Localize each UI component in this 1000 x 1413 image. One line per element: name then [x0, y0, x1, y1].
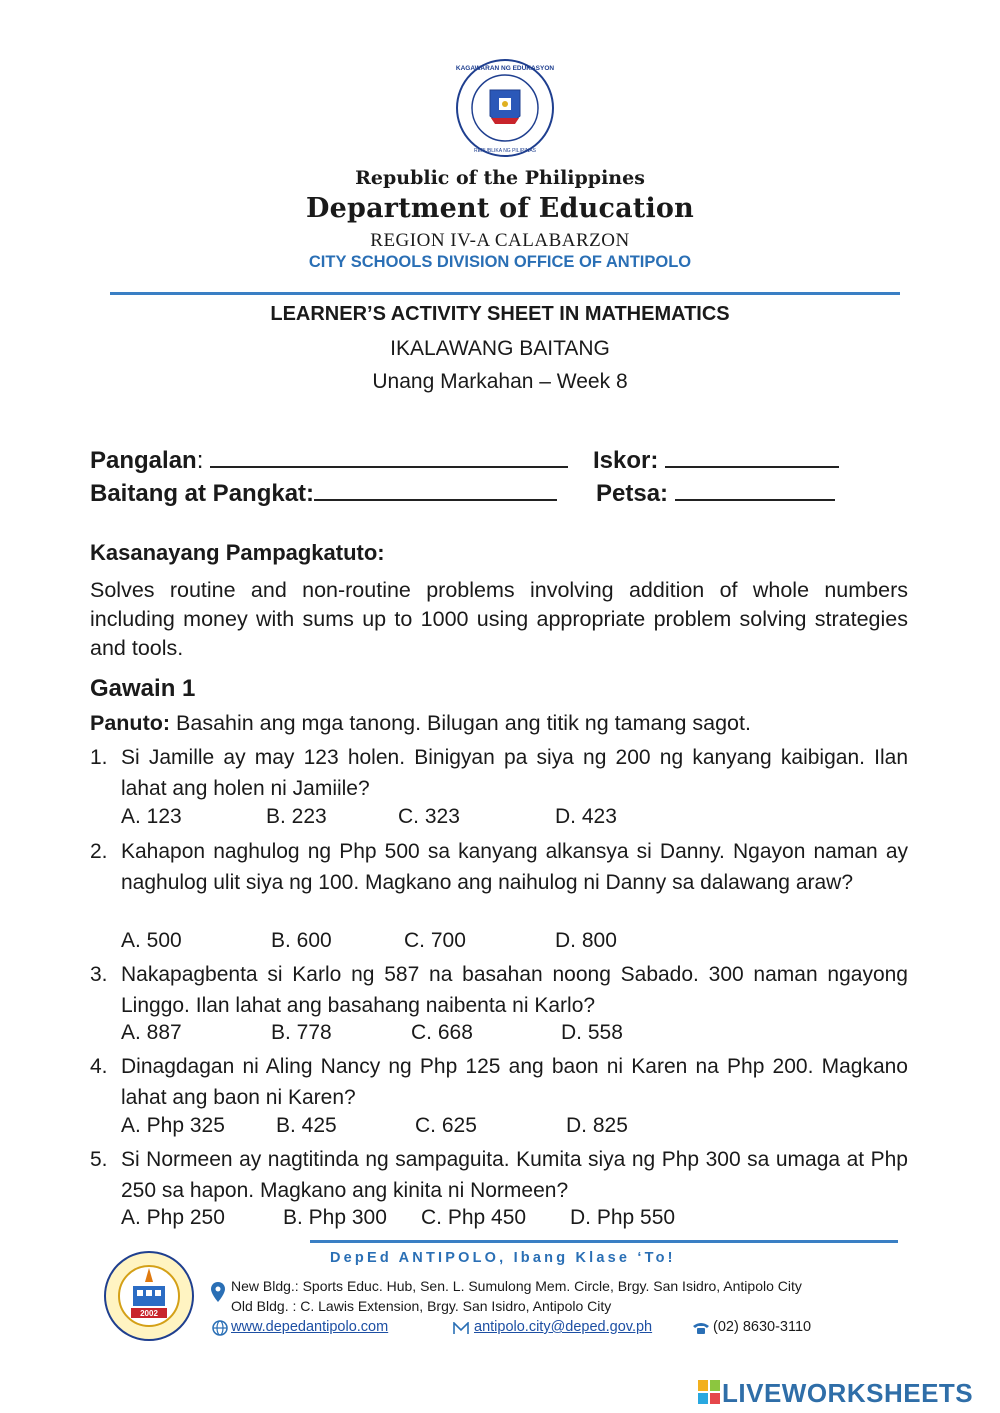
choice-c[interactable]: C. 700: [404, 929, 466, 952]
score-field-row: [593, 446, 839, 475]
directions-text: Basahin ang mga tanong. Bilugan ang titik ng tamang sagot.: [176, 711, 751, 735]
competency-heading: Kasanayang Pampagkatuto:: [90, 540, 385, 565]
liveworksheets-watermark: [696, 1378, 973, 1409]
question-number: 4.: [90, 1055, 108, 1078]
activity-title: Gawain 1: [90, 675, 196, 702]
date-input-line[interactable]: [675, 479, 835, 501]
email-text: antipolo.city@deped.gov.ph: [474, 1319, 653, 1335]
sheet-title: LEARNER’S ACTIVITY SHEET IN MATHEMATICS: [270, 303, 730, 325]
liveworksheets-logo-icon: [698, 1380, 720, 1404]
watermark-text: LIVEWORKSHEETS: [722, 1378, 974, 1408]
question-item: [90, 1144, 908, 1206]
question-text: Si Normeen ay nagtitinda ng sampaguita. Kumita siya ng Php 300 sa umaga at Php 250 sa hapon. Magkano ang kinita ni Normeen?: [121, 1148, 908, 1202]
name-input-line[interactable]: [210, 446, 568, 468]
question-text: Nakapagbenta si Karlo ng 587 na basahan noong Sabado. 300 naman ngayong Linggo. Ilan lahat ang basahang naibenta ni Karlo?: [121, 963, 908, 1017]
choice-c[interactable]: C. 625: [415, 1114, 477, 1137]
choice-a[interactable]: A. Php 250: [121, 1206, 225, 1229]
address-old-building: Old Bldg. : C. Lawis Extension, Brgy. San Isidro, Antipolo City: [231, 1298, 612, 1314]
globe-icon: [212, 1320, 228, 1336]
question-number: 5.: [90, 1148, 108, 1171]
date-field-row: [596, 479, 835, 508]
choice-a[interactable]: A. Php 325: [121, 1114, 225, 1137]
deped-seal-logo: [455, 58, 555, 158]
question-number: 3.: [90, 963, 108, 986]
choice-c[interactable]: C. 323: [398, 805, 460, 828]
choice-c[interactable]: C. Php 450: [421, 1206, 527, 1229]
mail-icon: [453, 1322, 469, 1335]
question-number: 2.: [90, 840, 108, 863]
grade-level: IKALAWANG BAITANG: [390, 337, 610, 360]
question-item: [90, 742, 908, 804]
website-text: www.depedantipolo.com: [231, 1319, 389, 1335]
question-text: Dinagdagan ni Aling Nancy ng Php 125 ang baon ni Karen na Php 200. Magkano lahat ang baon ni Karen?: [121, 1055, 908, 1109]
score-input-line[interactable]: [665, 446, 839, 468]
address-new-building: New Bldg.: Sports Educ. Hub, Sen. L. Sumulong Mem. Circle, Brgy. San Isidro, Antipolo City: [231, 1278, 802, 1294]
choice-a[interactable]: A. 500: [121, 929, 182, 952]
name-field-row: Pangalan:: [90, 446, 568, 475]
date-label: Petsa:: [596, 480, 669, 507]
choice-b[interactable]: B. 425: [276, 1114, 337, 1137]
choice-a[interactable]: A. 123: [121, 805, 182, 828]
location-pin-icon: [211, 1282, 225, 1302]
header-divider: [110, 292, 900, 295]
logo-year: 2002: [140, 1309, 158, 1318]
quarter-week: Unang Markahan – Week 8: [372, 370, 628, 393]
section-field-row: [90, 479, 557, 508]
choice-d[interactable]: D. Php 550: [570, 1206, 676, 1229]
question-item: [90, 836, 908, 898]
question-text: Kahapon naghulog ng Php 500 sa kanyang alkansya si Danny. Ngayon naman ay naghulog ulit siya ng 100. Magkano ang naihulog ni Danny sa dalawang araw?: [121, 840, 908, 894]
choice-d[interactable]: D. 423: [555, 805, 617, 828]
choice-a[interactable]: A. 887: [121, 1021, 182, 1044]
email-link[interactable]: [474, 1319, 652, 1335]
region-heading: REGION IV-A CALABARZON: [370, 230, 630, 251]
choice-d[interactable]: D. 800: [555, 929, 617, 952]
division-heading: CITY SCHOOLS DIVISION OFFICE OF ANTIPOLO: [308, 253, 692, 271]
question-text: Si Jamille ay may 123 holen. Binigyan pa siya ng 200 ng kanyang kaibigan. Ilan lahat ang holen ni Jamiile?: [121, 746, 908, 800]
name-label: Pangalan: [90, 447, 197, 474]
phone-number: (02) 8630-3110: [713, 1319, 812, 1335]
choice-c[interactable]: C. 668: [411, 1021, 473, 1044]
footer-slogan: DepEd ANTIPOLO, Ibang Klase ‘To!: [330, 1250, 676, 1266]
seal-text: KAGAWARAN NG EDUKASYON: [455, 65, 555, 72]
choice-b[interactable]: B. Php 300: [283, 1206, 387, 1229]
question-number: 1.: [90, 746, 108, 769]
question-item: [90, 959, 908, 1021]
choice-b[interactable]: B. 778: [271, 1021, 332, 1044]
website-link[interactable]: [231, 1319, 388, 1335]
score-label: Iskor:: [593, 447, 659, 474]
question-item: [90, 1051, 908, 1113]
seal-subtext: REPUBLIKA NG PILIPINAS: [474, 148, 536, 154]
phone-icon: [692, 1321, 710, 1335]
section-label: Baitang at Pangkat:: [90, 480, 315, 507]
choice-b[interactable]: B. 600: [271, 929, 332, 952]
division-logo: [103, 1250, 195, 1342]
choice-d[interactable]: D. 825: [566, 1114, 628, 1137]
directions-label: Panuto:: [90, 711, 171, 735]
choice-b[interactable]: B. 223: [266, 805, 327, 828]
footer-divider: [310, 1240, 898, 1243]
republic-heading: Republic of the Philippines: [355, 167, 645, 189]
choice-d[interactable]: D. 558: [561, 1021, 623, 1044]
competency-text: Solves routine and non-routine problems involving addition of whole numbers including money with sums up to 1000 using appropriate problem solving strategies and tools.: [90, 578, 908, 660]
section-input-line[interactable]: [314, 479, 557, 501]
department-heading: Department of Education: [306, 193, 694, 224]
directions: [90, 711, 751, 736]
